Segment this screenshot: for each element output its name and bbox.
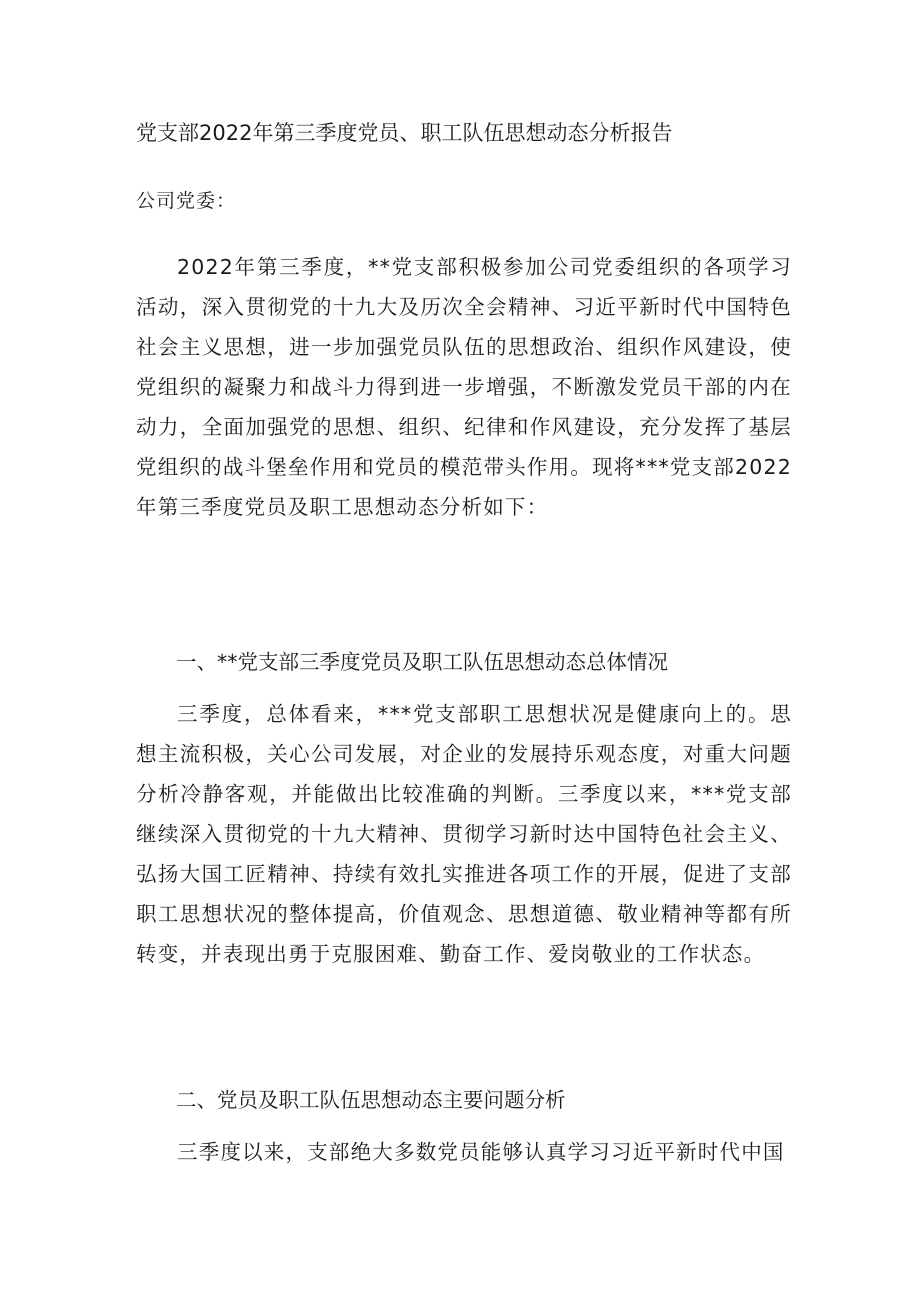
- section-heading-1: 一、**党支部三季度党员及职工队伍思想动态总体情况: [176, 650, 668, 674]
- section-paragraph-2: 三季度以来，支部绝大多数党员能够认真学习习近平新时代中国: [177, 1140, 785, 1164]
- document-title: 党支部2022年第三季度党员、职工队伍思想动态分析报告: [136, 121, 673, 145]
- intro-paragraph: 2022年第三季度，**党支部积极参加公司党委组织的各项学习活动，深入贯彻党的十九大及历次全会精神、习近平新时代中国特色社会主义思想，进一步加强党员队伍的思想政治、组织作风建设，使党组织的凝聚力和战斗力得到进一步增强，不断激发党员干部的内在动力，全面加强党的思想、组织、纪律和作风建设，充分发挥了基层党组织的战斗堡垒作用和党员的模范带头作用。现将***党支部2022年第三季度党员及职工思想动态分析如下：: [136, 255, 792, 519]
- salutation: 公司党委：: [136, 190, 237, 212]
- section-paragraph-1: 三季度，总体看来，***党支部职工思想状况是健康向上的。思想主流积极，关心公司发展，对企业的发展持乐观态度，对重大问题分析冷静客观，并能做出比较准确的判断。三季度以来，***党支部继续深入贯彻党的十九大精神、贯彻学习新时达中国特色社会主义、弘扬大国工匠精神、持续有效扎实推进各项工作的开展，促进了支部职工思想状况的整体提高，价值观念、思想道德、敬业精神等都有所转变，并表现出勇于克服困难、勤奋工作、爱岗敬业的工作状态。: [136, 702, 792, 966]
- section-heading-2: 二、党员及职工队伍思想动态主要问题分析: [176, 1088, 566, 1112]
